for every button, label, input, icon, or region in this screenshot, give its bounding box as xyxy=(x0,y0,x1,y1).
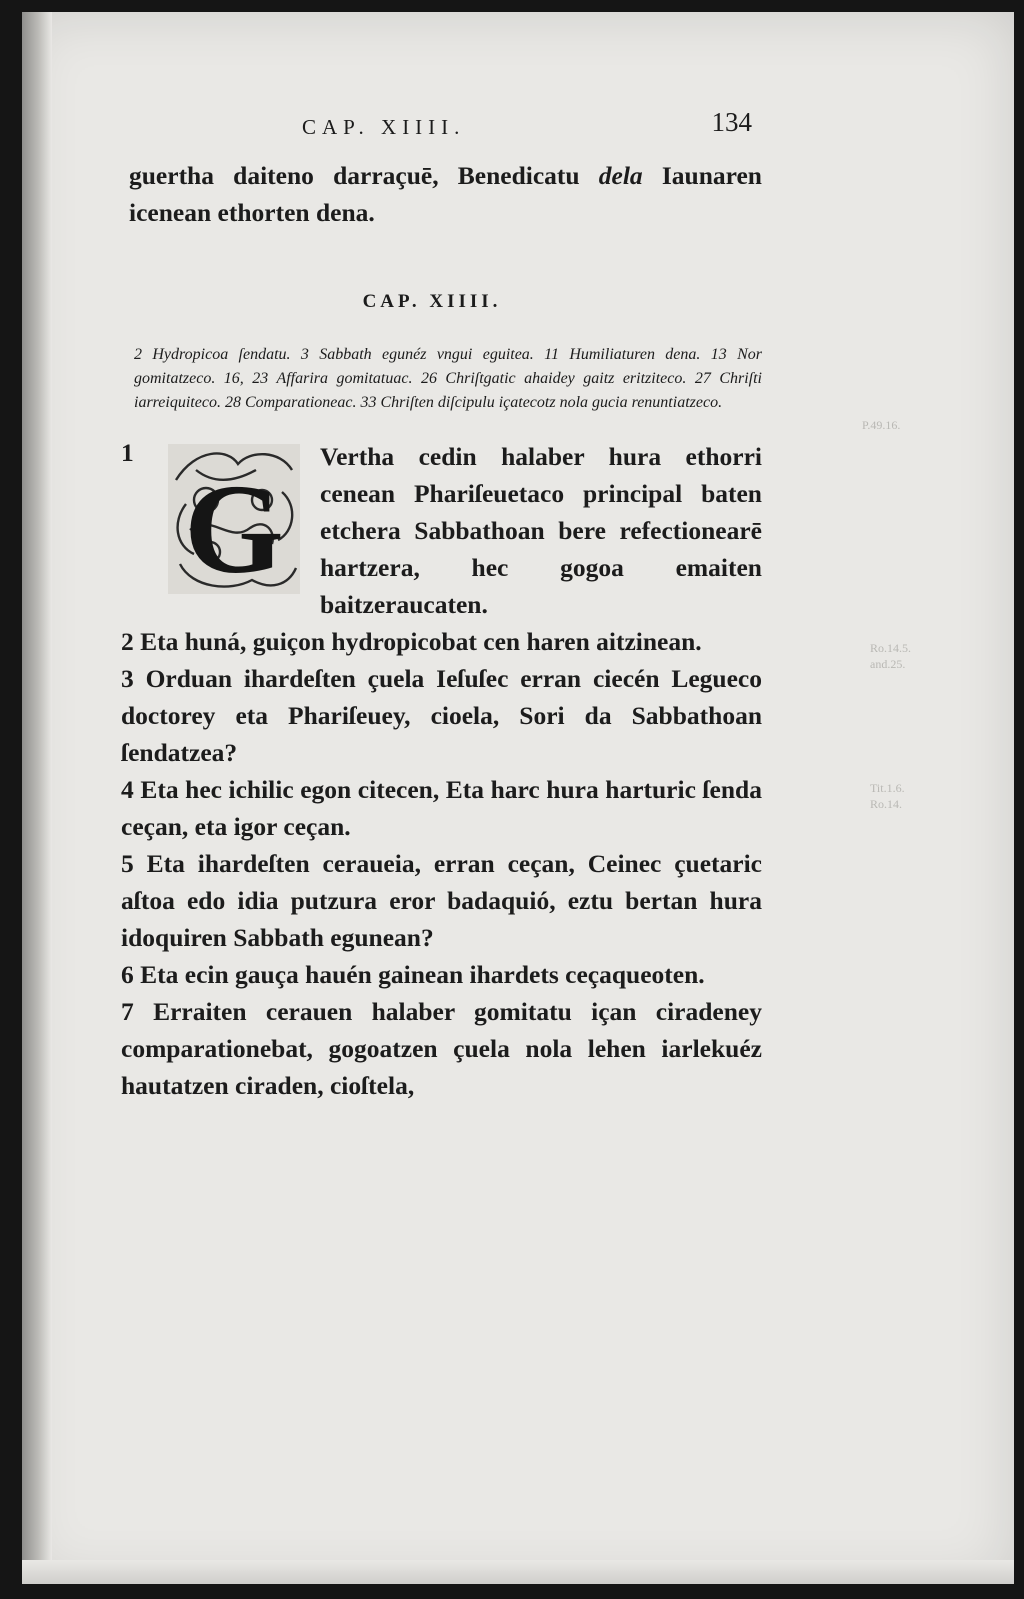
page-binding-shadow xyxy=(22,12,52,1584)
verse-3: 3 Orduan ihardeſten çuela Ieſuſec erran ciecén Legueco doctorey eta Phariſeuey, cioela, Sori da Sabbathoan ſendatzea? xyxy=(121,664,762,767)
chapter-summary: 2 Hydropicoa ſendatu. 3 Sabbath egunéz vngui eguitea. 11 Humiliaturen dena. 13 Nor gomitatzeco. 16, 23 Affarira gomitatuac. 26 Chriſtgatic ahaidey gaitz eritziteco. 27 Chriſti iarreiquiteco. 28 Comparationeac. 33 Chriſten diſcipulu içatecotz nola gucia renuntiatzeco. xyxy=(134,346,762,411)
verses-block xyxy=(102,438,762,1104)
verse-5: 5 Eta ihardeſten ceraueia, erran ceçan, Ceinec çuetaric aſtoa edo idia putzura eror badaquió, eztu bertan hura idoquiren Sabbath egunean? xyxy=(121,849,762,952)
verse-6: 6 Eta ecin gauça hauén gainean ihardets ceçaqueoten. xyxy=(121,960,705,989)
verse-1-text: Vertha cedin halaber hura ethorri cenean Phariſeuetaco principal baten etchera Sabbathoan bere refectionearē hartzera, hec gogoa emaiten baitzeraucaten. xyxy=(320,442,762,619)
running-header-chapter: CAP. XIIII. xyxy=(302,115,466,139)
continuation-text xyxy=(102,157,762,231)
chapter-heading: CAP. XIIII. xyxy=(362,291,502,312)
running-header xyxy=(102,107,762,147)
show-through-note-3: Tit.1.6. Ro.14. xyxy=(870,781,905,811)
ornamental-initial-G xyxy=(166,440,302,596)
page-bottom-edge xyxy=(22,1560,1014,1584)
verse-2: 2 Eta huná, guiçon hydropicobat cen haren aitzinean. xyxy=(121,627,702,656)
show-through-note-2: Ro.14.5. and.25. xyxy=(870,641,912,671)
verse-4: 4 Eta hec ichilic egon citecen, Eta harc hura harturic ſenda ceçan, eta igor ceçan. xyxy=(121,775,762,841)
show-through-note-1: P.49.16. xyxy=(862,418,901,432)
page-content xyxy=(102,107,762,1104)
continuation-text-start: guertha daiteno darraçuē, Benedicatu xyxy=(129,161,599,190)
continuation-emphasis: dela xyxy=(598,161,643,190)
verse-7: 7 Erraiten cerauen halaber gomitatu içan ciradeney comparationebat, gogoatzen çuela nola lehen iarlekuéz hautatzen ciraden, cioſtela, xyxy=(121,997,762,1100)
continuation-text-end: Iaunaren icenean ethorten dena. xyxy=(129,161,762,227)
verse-1-number: 1 xyxy=(121,438,134,467)
verse-1 xyxy=(121,438,762,623)
initial-letter: G xyxy=(184,458,284,596)
book-page xyxy=(22,12,1014,1584)
page-number: 134 xyxy=(711,107,752,137)
